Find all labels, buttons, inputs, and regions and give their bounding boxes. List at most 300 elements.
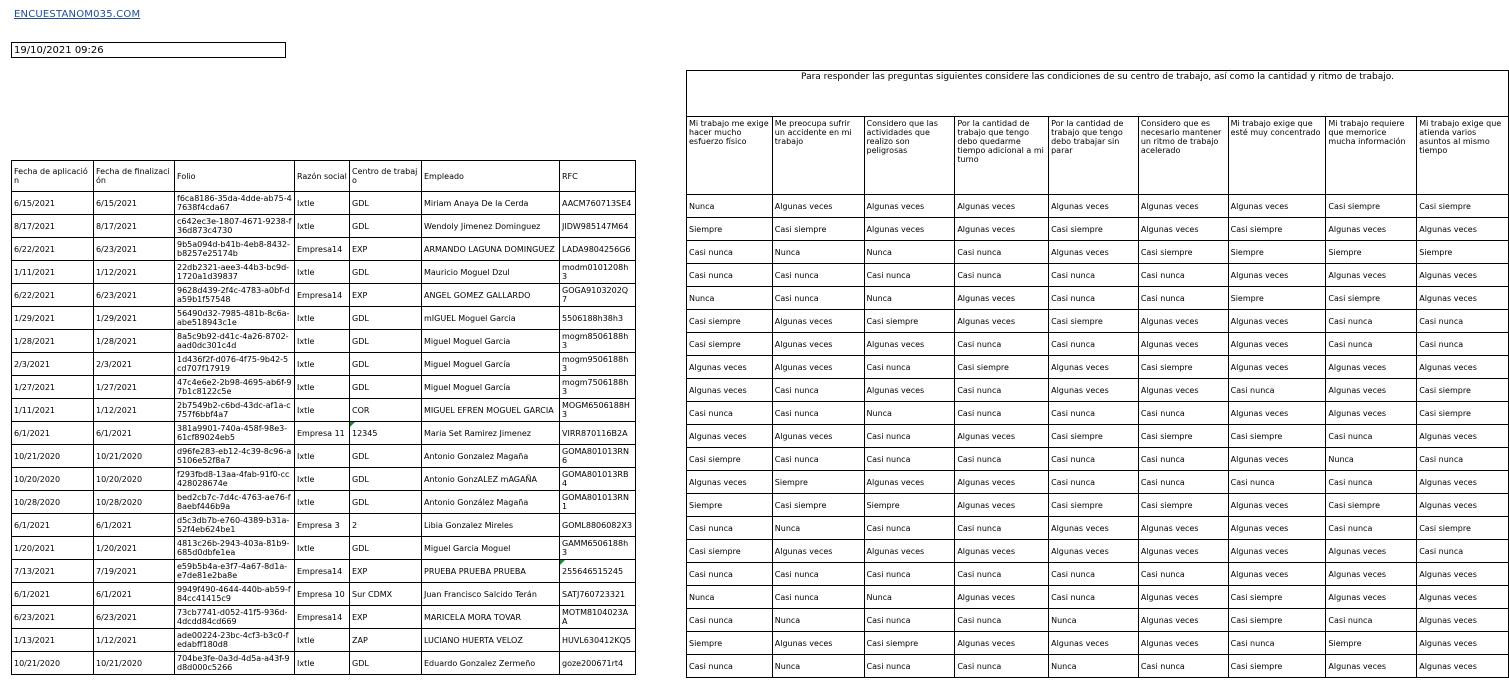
answer-cell[interactable]: Nunca: [864, 586, 955, 609]
table-cell[interactable]: COR: [350, 399, 422, 422]
answer-cell[interactable]: Casi siempre: [1326, 287, 1417, 310]
answer-cell[interactable]: Casi siempre: [1228, 218, 1326, 241]
answer-cell[interactable]: Nunca: [772, 609, 864, 632]
table-cell[interactable]: Wendoly Jimenez Dominguez: [422, 215, 560, 238]
column-header[interactable]: Fecha de finalización: [94, 161, 175, 192]
table-cell[interactable]: 6/1/2021: [12, 583, 94, 606]
table-cell[interactable]: ZAP: [350, 629, 422, 652]
answer-cell[interactable]: Casi nunca: [864, 425, 955, 448]
answer-cell[interactable]: Casi nunca: [1417, 448, 1509, 471]
table-cell[interactable]: Empresa 3: [295, 514, 350, 537]
table-cell[interactable]: d5c3db7b-e760-4389-b31a-52f4eb624be1: [175, 514, 295, 537]
answer-cell[interactable]: Casi siempre: [1049, 310, 1139, 333]
answer-cell[interactable]: Algunas veces: [1417, 471, 1509, 494]
table-cell[interactable]: 8a5c9b92-d41c-4a26-8702-aad0dc301c4d: [175, 330, 295, 353]
column-header[interactable]: Folio: [175, 161, 295, 192]
table-cell[interactable]: 1/12/2021: [94, 261, 175, 284]
table-cell[interactable]: MIGUEL EFREN MOGUEL GARCIA: [422, 399, 560, 422]
table-cell[interactable]: 8/17/2021: [12, 215, 94, 238]
table-cell[interactable]: 6/1/2021: [94, 422, 175, 445]
answer-cell[interactable]: Algunas veces: [1138, 540, 1228, 563]
answer-cell[interactable]: Algunas veces: [1228, 563, 1326, 586]
answer-cell[interactable]: Casi nunca: [955, 402, 1049, 425]
answer-cell[interactable]: Casi nunca: [1326, 517, 1417, 540]
question-header[interactable]: Mi trabajo me exige hacer mucho esfuerzo físico: [687, 117, 773, 195]
column-header[interactable]: Empleado: [422, 161, 560, 192]
answer-cell[interactable]: Algunas veces: [1228, 333, 1326, 356]
answer-cell[interactable]: Siempre: [1417, 241, 1509, 264]
answer-cell[interactable]: Casi nunca: [1049, 471, 1139, 494]
table-cell[interactable]: Eduardo Gonzalez Zermeño: [422, 652, 560, 675]
answer-cell[interactable]: Algunas veces: [1417, 586, 1509, 609]
answer-cell[interactable]: Algunas veces: [1138, 632, 1228, 655]
table-cell[interactable]: 10/21/2020: [12, 445, 94, 468]
answer-cell[interactable]: Siempre: [687, 218, 773, 241]
answer-cell[interactable]: Casi nunca: [772, 586, 864, 609]
table-cell[interactable]: Empresa 11: [295, 422, 350, 445]
table-cell[interactable]: Miguel Moguel Garcia: [422, 330, 560, 353]
answer-cell[interactable]: Casi nunca: [864, 264, 955, 287]
table-cell[interactable]: 6/23/2021: [94, 606, 175, 629]
table-cell[interactable]: 10/20/2020: [94, 468, 175, 491]
table-cell[interactable]: 10/20/2020: [12, 468, 94, 491]
question-header[interactable]: Por la cantidad de trabajo que tengo debo quedarme tiempo adicional a mi turno: [955, 117, 1049, 195]
table-cell[interactable]: GOMA801013RN6: [560, 445, 636, 468]
table-cell[interactable]: 1/29/2021: [94, 307, 175, 330]
table-cell[interactable]: Empresa14: [295, 606, 350, 629]
answer-cell[interactable]: Casi nunca: [1049, 287, 1139, 310]
table-cell[interactable]: ARMANDO LAGUNA DOMINGUEZ: [422, 238, 560, 261]
table-cell[interactable]: Empresa14: [295, 560, 350, 583]
answer-cell[interactable]: Casi nunca: [1138, 287, 1228, 310]
table-cell[interactable]: ANGEL GOMEZ GALLARDO: [422, 284, 560, 307]
answer-cell[interactable]: Algunas veces: [955, 586, 1049, 609]
table-cell[interactable]: 9b5a094d-b41b-4eb8-8432-b8257e25174b: [175, 238, 295, 261]
answer-cell[interactable]: Algunas veces: [955, 218, 1049, 241]
answer-cell[interactable]: Casi nunca: [1228, 471, 1326, 494]
column-header[interactable]: Centro de trabajo: [350, 161, 422, 192]
table-cell[interactable]: 6/15/2021: [94, 192, 175, 215]
answer-cell[interactable]: Algunas veces: [1049, 241, 1139, 264]
answer-cell[interactable]: Casi nunca: [772, 563, 864, 586]
answer-cell[interactable]: Casi siempre: [1138, 356, 1228, 379]
table-cell[interactable]: EXP: [350, 560, 422, 583]
table-cell[interactable]: Miguel Moguel García: [422, 353, 560, 376]
answer-cell[interactable]: Nunca: [1049, 655, 1139, 678]
answer-cell[interactable]: Algunas veces: [687, 425, 773, 448]
answer-cell[interactable]: Algunas veces: [1417, 563, 1509, 586]
table-cell[interactable]: 9628d439-2f4c-4783-a0bf-da59b1f57548: [175, 284, 295, 307]
answer-cell[interactable]: Siempre: [772, 471, 864, 494]
answer-cell[interactable]: Algunas veces: [1417, 264, 1509, 287]
table-cell[interactable]: goze200671rt4: [560, 652, 636, 675]
table-cell[interactable]: 1/12/2021: [94, 629, 175, 652]
answer-cell[interactable]: Casi nunca: [1138, 402, 1228, 425]
answer-cell[interactable]: Algunas veces: [1228, 264, 1326, 287]
answer-cell[interactable]: Algunas veces: [864, 333, 955, 356]
table-cell[interactable]: 255646515245: [560, 560, 636, 583]
table-cell[interactable]: 6/15/2021: [12, 192, 94, 215]
table-cell[interactable]: 1/28/2021: [12, 330, 94, 353]
table-cell[interactable]: GDL: [350, 376, 422, 399]
answer-cell[interactable]: Algunas veces: [1138, 379, 1228, 402]
answer-cell[interactable]: Algunas veces: [1326, 402, 1417, 425]
table-cell[interactable]: 9949f490-4644-440b-ab59-f84cc41415c9: [175, 583, 295, 606]
table-cell[interactable]: GDL: [350, 491, 422, 514]
answer-cell[interactable]: Algunas veces: [1417, 609, 1509, 632]
answer-cell[interactable]: Nunca: [687, 586, 773, 609]
table-cell[interactable]: GOMA801013RN1: [560, 491, 636, 514]
answer-cell[interactable]: Casi nunca: [1138, 448, 1228, 471]
table-cell[interactable]: 10/21/2020: [94, 445, 175, 468]
answer-cell[interactable]: Casi siempre: [687, 540, 773, 563]
table-cell[interactable]: 381a9901-740a-458f-98e3-61cf89024eb5: [175, 422, 295, 445]
answer-cell[interactable]: Algunas veces: [1138, 195, 1228, 218]
answer-cell[interactable]: Algunas veces: [1417, 655, 1509, 678]
table-cell[interactable]: 47c4e6e2-2b98-4695-ab6f-97b1c8122c5e: [175, 376, 295, 399]
table-cell[interactable]: 6/1/2021: [94, 583, 175, 606]
answer-cell[interactable]: Algunas veces: [1228, 517, 1326, 540]
answer-cell[interactable]: Casi nunca: [864, 655, 955, 678]
table-cell[interactable]: EXP: [350, 284, 422, 307]
answer-cell[interactable]: Casi nunca: [1326, 333, 1417, 356]
answer-cell[interactable]: Casi siempre: [772, 494, 864, 517]
table-cell[interactable]: GDL: [350, 307, 422, 330]
answer-cell[interactable]: Casi nunca: [864, 609, 955, 632]
table-cell[interactable]: 5506188h38h3: [560, 307, 636, 330]
answer-cell[interactable]: Casi nunca: [955, 264, 1049, 287]
answer-cell[interactable]: Casi nunca: [1417, 333, 1509, 356]
table-cell[interactable]: VIRR870116B2A: [560, 422, 636, 445]
answer-cell[interactable]: Siempre: [1228, 287, 1326, 310]
answer-cell[interactable]: Algunas veces: [1049, 540, 1139, 563]
answer-cell[interactable]: Casi siempre: [1138, 494, 1228, 517]
answer-cell[interactable]: Algunas veces: [1417, 425, 1509, 448]
answer-cell[interactable]: Algunas veces: [687, 356, 773, 379]
table-cell[interactable]: Ixtle: [295, 261, 350, 284]
table-cell[interactable]: 6/23/2021: [12, 606, 94, 629]
answer-cell[interactable]: Algunas veces: [1138, 310, 1228, 333]
answer-cell[interactable]: Algunas veces: [1049, 356, 1139, 379]
answer-cell[interactable]: Casi nunca: [1138, 563, 1228, 586]
answer-cell[interactable]: Casi siempre: [772, 218, 864, 241]
table-cell[interactable]: 6/23/2021: [94, 284, 175, 307]
table-cell[interactable]: Ixtle: [295, 468, 350, 491]
answer-cell[interactable]: Algunas veces: [1228, 494, 1326, 517]
table-cell[interactable]: 22db2321-aee3-44b3-bc9d-1720a1d39837: [175, 261, 295, 284]
answer-cell[interactable]: Nunca: [772, 241, 864, 264]
table-cell[interactable]: SATJ760723321: [560, 583, 636, 606]
table-cell[interactable]: Juan Francisco Salcido Terán: [422, 583, 560, 606]
table-cell[interactable]: Ixtle: [295, 215, 350, 238]
answer-cell[interactable]: Algunas veces: [1049, 379, 1139, 402]
answer-cell[interactable]: Casi siempre: [1417, 195, 1509, 218]
table-cell[interactable]: HUVL630412KQ5: [560, 629, 636, 652]
answer-cell[interactable]: Casi nunca: [687, 241, 773, 264]
answer-cell[interactable]: Casi siempre: [1138, 241, 1228, 264]
answer-cell[interactable]: Algunas veces: [1228, 540, 1326, 563]
answer-cell[interactable]: Algunas veces: [955, 632, 1049, 655]
answer-cell[interactable]: Nunca: [772, 517, 864, 540]
question-header[interactable]: Mi trabajo exige que atienda varios asuntos al mismo tiempo: [1417, 117, 1509, 195]
answer-cell[interactable]: Algunas veces: [772, 333, 864, 356]
answer-cell[interactable]: Casi nunca: [1417, 310, 1509, 333]
table-cell[interactable]: 10/28/2020: [12, 491, 94, 514]
table-cell[interactable]: 1/11/2021: [12, 399, 94, 422]
answer-cell[interactable]: Casi siempre: [687, 448, 773, 471]
table-cell[interactable]: 7/19/2021: [94, 560, 175, 583]
answer-cell[interactable]: Casi siempre: [1228, 425, 1326, 448]
answer-cell[interactable]: Algunas veces: [1417, 287, 1509, 310]
answer-cell[interactable]: Nunca: [864, 241, 955, 264]
answer-cell[interactable]: Casi nunca: [1049, 402, 1139, 425]
table-cell[interactable]: 6/1/2021: [12, 514, 94, 537]
answer-cell[interactable]: Casi nunca: [1326, 471, 1417, 494]
table-cell[interactable]: bed2cb7c-7d4c-4763-ae76-f8aebf446b9a: [175, 491, 295, 514]
table-cell[interactable]: EXP: [350, 238, 422, 261]
answer-cell[interactable]: Algunas veces: [772, 632, 864, 655]
answer-cell[interactable]: Casi nunca: [1326, 310, 1417, 333]
answer-cell[interactable]: Algunas veces: [1326, 540, 1417, 563]
answer-cell[interactable]: Casi nunca: [1049, 264, 1139, 287]
table-cell[interactable]: 12345: [350, 422, 422, 445]
answer-cell[interactable]: Siempre: [1326, 241, 1417, 264]
table-cell[interactable]: Empresa14: [295, 238, 350, 261]
table-cell[interactable]: Ixtle: [295, 629, 350, 652]
answer-cell[interactable]: Algunas veces: [772, 310, 864, 333]
answer-cell[interactable]: Nunca: [687, 287, 773, 310]
answer-cell[interactable]: Casi nunca: [955, 379, 1049, 402]
table-cell[interactable]: c642ec3e-1807-4671-9238-f36d873c4730: [175, 215, 295, 238]
answer-cell[interactable]: Casi nunca: [687, 655, 773, 678]
answer-cell[interactable]: Algunas veces: [1326, 655, 1417, 678]
answer-cell[interactable]: Casi nunca: [955, 609, 1049, 632]
table-cell[interactable]: Mauricio Moguel Dzul: [422, 261, 560, 284]
answer-cell[interactable]: Algunas veces: [955, 287, 1049, 310]
answer-cell[interactable]: Casi nunca: [1228, 379, 1326, 402]
table-cell[interactable]: 704be3fe-0a3d-4d5a-a43f-9d8d000c5266: [175, 652, 295, 675]
table-cell[interactable]: 1/20/2021: [12, 537, 94, 560]
answer-cell[interactable]: Algunas veces: [1417, 632, 1509, 655]
table-cell[interactable]: Empresa 10: [295, 583, 350, 606]
answer-cell[interactable]: Casi siempre: [1326, 195, 1417, 218]
answer-cell[interactable]: Algunas veces: [955, 425, 1049, 448]
table-cell[interactable]: 1/20/2021: [94, 537, 175, 560]
table-cell[interactable]: Antonio Gonzalez Magaña: [422, 445, 560, 468]
table-cell[interactable]: 1d436f2f-d076-4f75-9b42-5cd707f17919: [175, 353, 295, 376]
answer-cell[interactable]: Casi siempre: [1049, 425, 1139, 448]
table-cell[interactable]: mogm8506188h3: [560, 330, 636, 353]
table-cell[interactable]: Ixtle: [295, 399, 350, 422]
answer-cell[interactable]: Nunca: [772, 655, 864, 678]
answer-cell[interactable]: Casi siempre: [1326, 494, 1417, 517]
answer-cell[interactable]: Nunca: [864, 287, 955, 310]
table-cell[interactable]: GDL: [350, 192, 422, 215]
answer-cell[interactable]: Algunas veces: [1326, 563, 1417, 586]
table-cell[interactable]: MOTM8104023AA: [560, 606, 636, 629]
answer-cell[interactable]: Algunas veces: [1228, 402, 1326, 425]
answer-cell[interactable]: Casi nunca: [687, 517, 773, 540]
table-cell[interactable]: GDL: [350, 330, 422, 353]
table-cell[interactable]: e59b5b4a-e3f7-4a67-8d1a-e7de81e2ba8e: [175, 560, 295, 583]
column-header[interactable]: Fecha de aplicación: [12, 161, 94, 192]
answer-cell[interactable]: Casi nunca: [955, 655, 1049, 678]
answer-cell[interactable]: Casi nunca: [1049, 586, 1139, 609]
table-cell[interactable]: GDL: [350, 353, 422, 376]
table-cell[interactable]: mIGUEL Moguel Garcia: [422, 307, 560, 330]
table-cell[interactable]: Antonio González Magaña: [422, 491, 560, 514]
answer-cell[interactable]: Casi nunca: [864, 517, 955, 540]
question-header[interactable]: Considero que las actividades que realizo son peligrosas: [864, 117, 955, 195]
answer-cell[interactable]: Algunas veces: [772, 195, 864, 218]
table-cell[interactable]: Antonio GonzALEZ mAGAÑA: [422, 468, 560, 491]
table-cell[interactable]: 1/28/2021: [94, 330, 175, 353]
table-cell[interactable]: Miguel Garcia Moguel: [422, 537, 560, 560]
answer-cell[interactable]: Casi nunca: [955, 517, 1049, 540]
answer-cell[interactable]: Casi siempre: [864, 632, 955, 655]
table-cell[interactable]: 1/12/2021: [94, 399, 175, 422]
table-cell[interactable]: GDL: [350, 537, 422, 560]
table-cell[interactable]: 7/13/2021: [12, 560, 94, 583]
table-cell[interactable]: f293fbd8-13aa-4fab-91f0-cc428028674e: [175, 468, 295, 491]
column-header[interactable]: Razón social: [295, 161, 350, 192]
answer-cell[interactable]: Casi nunca: [772, 402, 864, 425]
answer-cell[interactable]: Algunas veces: [864, 195, 955, 218]
table-cell[interactable]: Miguel Moguel García: [422, 376, 560, 399]
table-cell[interactable]: Ixtle: [295, 491, 350, 514]
answer-cell[interactable]: Casi nunca: [864, 563, 955, 586]
table-cell[interactable]: JIDW985147M64: [560, 215, 636, 238]
answer-cell[interactable]: Algunas veces: [1138, 609, 1228, 632]
answer-cell[interactable]: Casi nunca: [1417, 540, 1509, 563]
answer-cell[interactable]: Siempre: [1326, 632, 1417, 655]
answer-cell[interactable]: Siempre: [1228, 241, 1326, 264]
table-cell[interactable]: GAMM6506188h3: [560, 537, 636, 560]
answer-cell[interactable]: Siempre: [864, 494, 955, 517]
answer-cell[interactable]: Algunas veces: [955, 540, 1049, 563]
answer-cell[interactable]: Casi siempre: [687, 310, 773, 333]
answer-cell[interactable]: Nunca: [687, 195, 773, 218]
table-cell[interactable]: 6/22/2021: [12, 238, 94, 261]
table-cell[interactable]: Maria Set Ramirez Jimenez: [422, 422, 560, 445]
answer-cell[interactable]: Siempre: [687, 632, 773, 655]
answer-cell[interactable]: Casi nunca: [772, 264, 864, 287]
table-cell[interactable]: Ixtle: [295, 353, 350, 376]
table-cell[interactable]: 8/17/2021: [94, 215, 175, 238]
answer-cell[interactable]: Casi nunca: [1049, 448, 1139, 471]
answer-cell[interactable]: Casi siempre: [1049, 218, 1139, 241]
answer-cell[interactable]: Casi nunca: [772, 448, 864, 471]
table-cell[interactable]: Miriam Anaya De la Cerda: [422, 192, 560, 215]
answer-cell[interactable]: Casi siempre: [1049, 494, 1139, 517]
table-cell[interactable]: MOGM6506188H3: [560, 399, 636, 422]
table-cell[interactable]: 10/21/2020: [12, 652, 94, 675]
answer-cell[interactable]: Algunas veces: [1138, 333, 1228, 356]
answer-cell[interactable]: Algunas veces: [1228, 356, 1326, 379]
table-cell[interactable]: LUCIANO HUERTA VELOZ: [422, 629, 560, 652]
answer-cell[interactable]: Algunas veces: [1228, 448, 1326, 471]
answer-cell[interactable]: Casi nunca: [687, 264, 773, 287]
table-cell[interactable]: 1/27/2021: [12, 376, 94, 399]
table-cell[interactable]: 56490d32-7985-481b-8c6a-abe518943c1e: [175, 307, 295, 330]
answer-cell[interactable]: Nunca: [864, 402, 955, 425]
table-cell[interactable]: 6/22/2021: [12, 284, 94, 307]
answer-cell[interactable]: Casi siempre: [1228, 586, 1326, 609]
answer-cell[interactable]: Algunas veces: [864, 379, 955, 402]
table-cell[interactable]: 10/28/2020: [94, 491, 175, 514]
table-cell[interactable]: 2b7549b2-c6bd-43dc-af1a-c757f6bbf4a7: [175, 399, 295, 422]
column-header[interactable]: RFC: [560, 161, 636, 192]
answer-cell[interactable]: Casi nunca: [1228, 632, 1326, 655]
answer-cell[interactable]: Nunca: [1049, 609, 1139, 632]
table-cell[interactable]: 6/1/2021: [94, 514, 175, 537]
table-cell[interactable]: Ixtle: [295, 307, 350, 330]
table-cell[interactable]: 1/29/2021: [12, 307, 94, 330]
table-cell[interactable]: Libia Gonzalez Mireles: [422, 514, 560, 537]
table-cell[interactable]: 2/3/2021: [94, 353, 175, 376]
answer-cell[interactable]: Algunas veces: [687, 379, 773, 402]
table-cell[interactable]: GDL: [350, 445, 422, 468]
answer-cell[interactable]: Casi nunca: [1326, 609, 1417, 632]
table-cell[interactable]: Empresa14: [295, 284, 350, 307]
answer-cell[interactable]: Algunas veces: [1417, 494, 1509, 517]
answer-cell[interactable]: Algunas veces: [1138, 517, 1228, 540]
answer-cell[interactable]: Algunas veces: [1228, 195, 1326, 218]
answer-cell[interactable]: Casi siempre: [1417, 402, 1509, 425]
table-cell[interactable]: GDL: [350, 468, 422, 491]
answer-cell[interactable]: Casi nunca: [687, 402, 773, 425]
table-cell[interactable]: GDL: [350, 261, 422, 284]
answer-cell[interactable]: Casi nunca: [772, 379, 864, 402]
table-cell[interactable]: Ixtle: [295, 652, 350, 675]
table-cell[interactable]: 1/11/2021: [12, 261, 94, 284]
answer-cell[interactable]: Algunas veces: [864, 540, 955, 563]
answer-cell[interactable]: Algunas veces: [955, 195, 1049, 218]
answer-cell[interactable]: Casi siempre: [864, 310, 955, 333]
answer-cell[interactable]: Algunas veces: [1049, 517, 1139, 540]
table-cell[interactable]: mogm7506188h3: [560, 376, 636, 399]
answer-cell[interactable]: Casi siempre: [955, 356, 1049, 379]
answer-cell[interactable]: Casi siempre: [1138, 425, 1228, 448]
answer-cell[interactable]: Algunas veces: [1138, 586, 1228, 609]
answer-cell[interactable]: Casi nunca: [864, 448, 955, 471]
answer-cell[interactable]: Algunas veces: [864, 218, 955, 241]
question-header[interactable]: Considero que es necesario mantener un ritmo de trabajo acelerado: [1138, 117, 1228, 195]
answer-cell[interactable]: Casi siempre: [1228, 655, 1326, 678]
answer-cell[interactable]: Algunas veces: [955, 494, 1049, 517]
table-cell[interactable]: PRUEBA PRUEBA PRUEBA: [422, 560, 560, 583]
table-cell[interactable]: 10/21/2020: [94, 652, 175, 675]
answer-cell[interactable]: Algunas veces: [1138, 218, 1228, 241]
table-cell[interactable]: Sur CDMX: [350, 583, 422, 606]
table-cell[interactable]: Ixtle: [295, 537, 350, 560]
table-cell[interactable]: ade00224-23bc-4cf3-b3c0-fedabff180d8: [175, 629, 295, 652]
table-cell[interactable]: AACM760713SE4: [560, 192, 636, 215]
answer-cell[interactable]: Casi nunca: [1049, 333, 1139, 356]
date-time-cell[interactable]: 19/10/2021 09:26: [11, 42, 286, 58]
answer-cell[interactable]: Algunas veces: [1049, 632, 1139, 655]
table-cell[interactable]: GOMA801013RB4: [560, 468, 636, 491]
answer-cell[interactable]: Algunas veces: [687, 471, 773, 494]
answer-cell[interactable]: Algunas veces: [1326, 379, 1417, 402]
table-cell[interactable]: 4813c26b-2943-403a-81b9-685d0dbfe1ea: [175, 537, 295, 560]
table-cell[interactable]: Ixtle: [295, 330, 350, 353]
answer-cell[interactable]: Algunas veces: [1326, 218, 1417, 241]
answer-cell[interactable]: Algunas veces: [1326, 356, 1417, 379]
question-header[interactable]: Mi trabajo requiere que memorice mucha información: [1326, 117, 1417, 195]
answer-cell[interactable]: Siempre: [687, 494, 773, 517]
site-link[interactable]: ENCUESTANOM035.COM: [14, 9, 141, 20]
